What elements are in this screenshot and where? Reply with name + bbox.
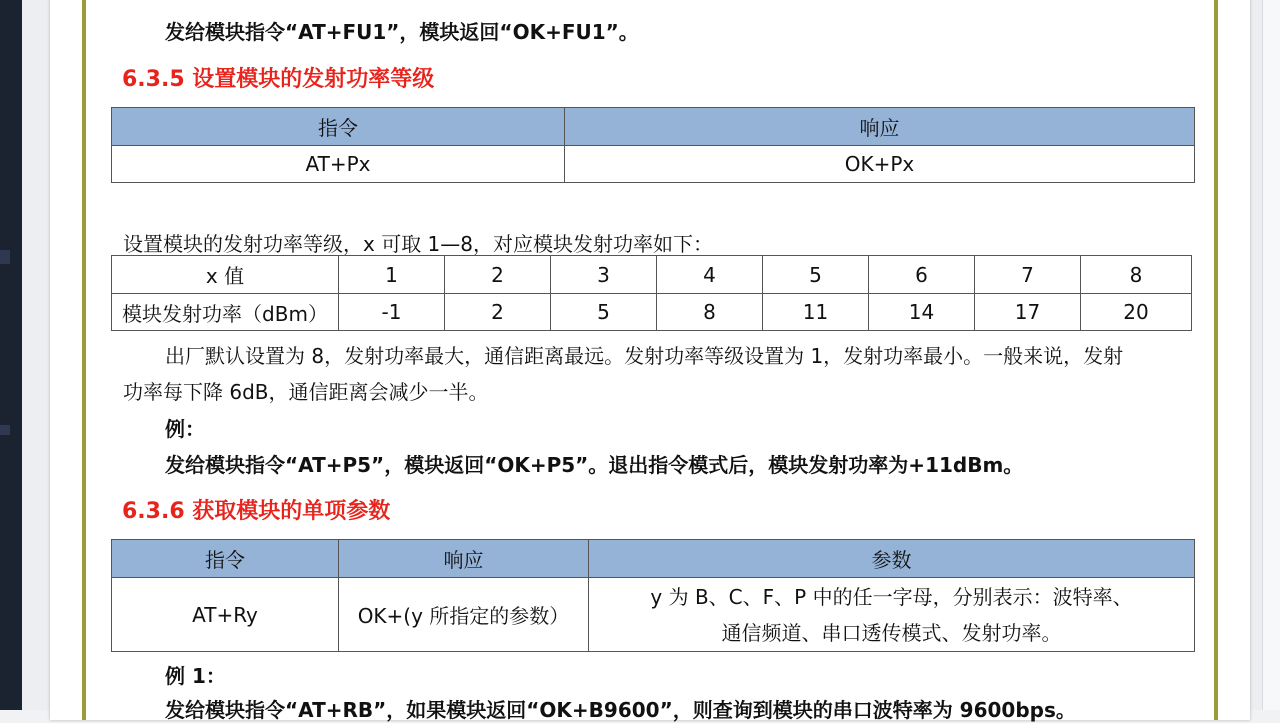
example-text: 发给模块指令“AT+RB”，如果模块返回“OK+B9600”，则查询到模块的串口波特率为 9600bps。 xyxy=(165,698,1076,722)
table-cell: 20 xyxy=(1081,294,1192,331)
power-intro-text: 设置模块的发射功率等级，x 可取 1—8，对应模块发射功率如下： xyxy=(123,232,713,256)
table-cell: 1 xyxy=(339,256,445,294)
example-text: 发给模块指令“AT+P5”，模块返回“OK+P5”。退出指令模式后，模块发射功率为+11dBm。 xyxy=(165,453,1024,477)
table-cell: 4 xyxy=(657,256,763,294)
table-cell: 17 xyxy=(975,294,1081,331)
table-cell: 8 xyxy=(657,294,763,331)
table-cell: AT+Ry xyxy=(112,578,339,652)
column-header-parameter: 参数 xyxy=(589,540,1195,578)
scrollbar-track[interactable] xyxy=(1262,0,1280,710)
table-cell: 2 xyxy=(445,294,551,331)
command-table-6-3-5 xyxy=(111,107,1195,183)
table-cell: 11 xyxy=(763,294,869,331)
table-cell: 2 xyxy=(445,256,551,294)
paragraph-line: 出厂默认设置为 8，发射功率最大，通信距离最远。发射功率等级设置为 1，发射功率最小。一般来说，发射 xyxy=(165,344,1124,368)
column-header-response: 响应 xyxy=(339,540,589,578)
table-cell: 6 xyxy=(869,256,975,294)
table-cell: -1 xyxy=(339,294,445,331)
left-sidebar xyxy=(0,0,22,710)
command-table-6-3-6 xyxy=(111,539,1195,652)
table-cell: 7 xyxy=(975,256,1081,294)
row-label: x 值 xyxy=(112,256,339,294)
paragraph-line: 功率每下降 6dB，通信距离会减少一半。 xyxy=(123,380,489,404)
section-heading-6-3-6: 6.3.6 获取模块的单项参数 xyxy=(122,499,391,524)
table-cell: 5 xyxy=(763,256,869,294)
section-heading-6-3-5: 6.3.5 设置模块的发射功率等级 xyxy=(122,67,435,92)
parameter-cell xyxy=(589,578,1195,652)
table-cell: 8 xyxy=(1081,256,1192,294)
table-cell: 5 xyxy=(551,294,657,331)
table-cell: 3 xyxy=(551,256,657,294)
column-header-command: 指令 xyxy=(112,540,339,578)
table-cell: OK+(y 所指定的参数） xyxy=(339,578,589,652)
column-header-command: 指令 xyxy=(112,108,565,146)
column-header-response: 响应 xyxy=(565,108,1195,146)
example-label: 例 1： xyxy=(165,664,226,688)
table-cell: OK+Px xyxy=(565,146,1195,183)
parameter-line: y 为 B、C、F、P 中的任一字母，分别表示：波特率、 xyxy=(650,584,1133,609)
table-cell: 14 xyxy=(869,294,975,331)
power-level-table xyxy=(111,255,1192,331)
sidebar-tab[interactable] xyxy=(0,425,10,435)
table-cell: AT+Px xyxy=(112,146,565,183)
parameter-line: 通信频道、串口透传模式、发射功率。 xyxy=(721,620,1062,645)
example-label: 例： xyxy=(165,417,205,441)
sidebar-tab[interactable] xyxy=(0,250,10,264)
row-label: 模块发射功率（dBm） xyxy=(112,294,339,331)
instruction-line: 发给模块指令“AT+FU1”，模块返回“OK+FU1”。 xyxy=(165,20,639,44)
